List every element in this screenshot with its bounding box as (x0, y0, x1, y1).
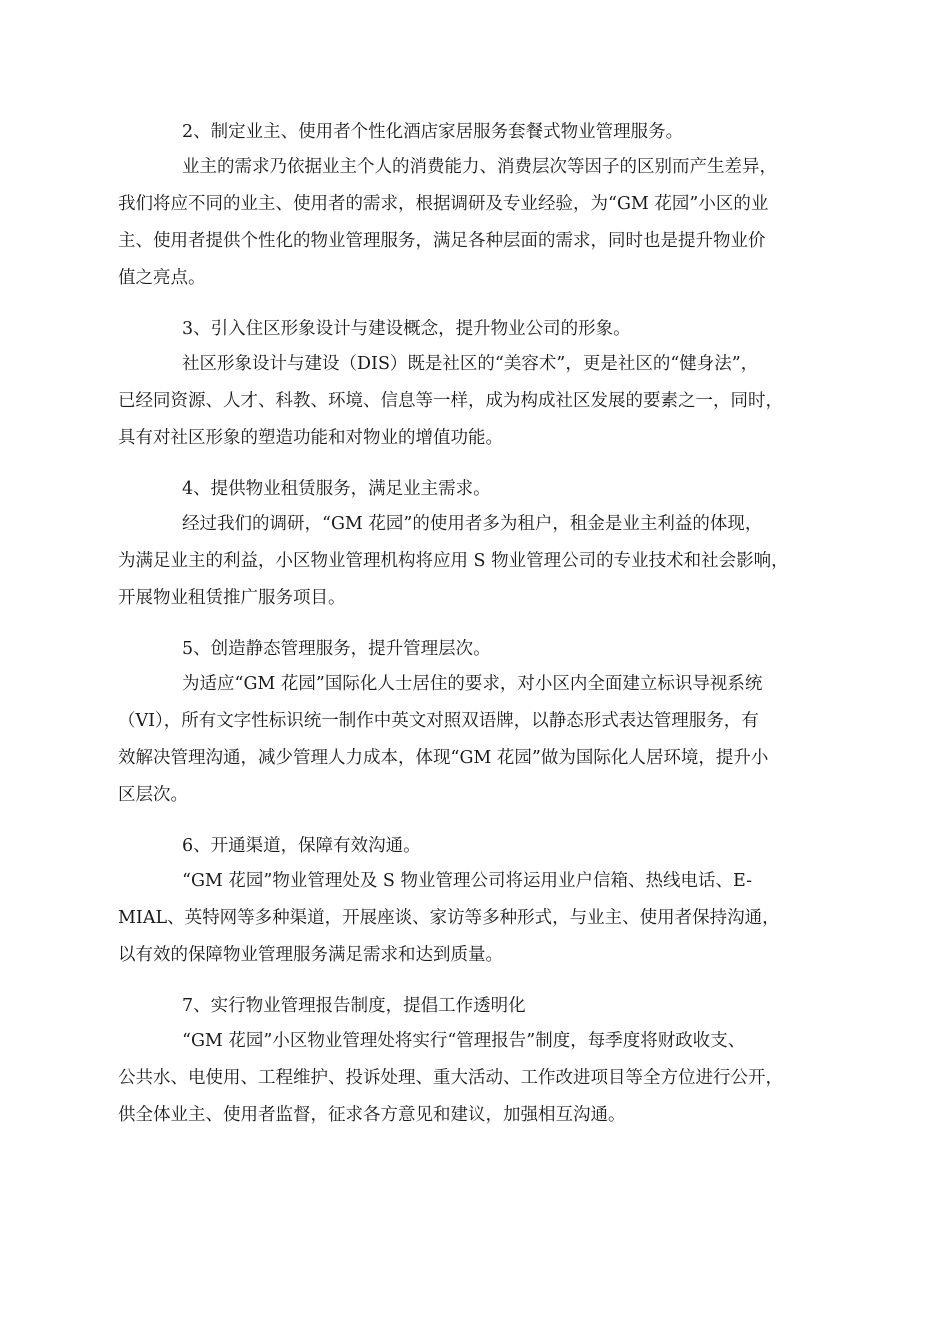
paragraph-line: 已经同资源、人才、科教、环境、信息等一样，成为构成社区发展的要素之一，同时， (118, 391, 783, 411)
paragraph-line: （VI），所有文字性标识统一制作中英文对照双语牌，以静态形式表达管理服务，有 (118, 711, 759, 731)
section-heading: 3、引入住区形象设计与建设概念，提升物业公司的形象。 (182, 319, 631, 339)
paragraph-line: 我们将应不同的业主、使用者的需求，根据调研及专业经验，为“GM 花园”小区的业 (118, 194, 769, 214)
section-heading: 6、开通渠道，保障有效沟通。 (182, 836, 421, 856)
paragraph-line: 为适应“GM 花园”国际化人士居住的要求，对小区内全面建立标识导视系统 (182, 674, 763, 694)
paragraph-line: 供全体业主、使用者监督，征求各方意见和建议，加强相互沟通。 (118, 1105, 626, 1125)
section-4 (118, 475, 834, 612)
paragraph-line: 公共水、电使用、工程维护、投诉处理、重大活动、工作改进项目等全方位进行公开， (118, 1068, 783, 1088)
paragraph-line: MIAL、英特网等多种渠道，开展座谈、家访等多种形式，与业主、使用者保持沟通， (118, 908, 780, 928)
paragraph-line: 经过我们的调研，“GM 花园”的使用者多为租户，租金是业主利益的体现， (182, 514, 763, 534)
paragraph-line: “GM 花园”物业管理处及 S 物业管理公司将运用业户信箱、热线电话、E- (182, 871, 752, 891)
paragraph-line: 值之亮点。 (118, 268, 206, 288)
paragraph-line: 区层次。 (118, 785, 188, 805)
section-3 (118, 315, 834, 452)
section-2 (118, 118, 834, 292)
section-7 (118, 992, 834, 1129)
section-heading: 4、提供物业租赁服务，满足业主需求。 (182, 479, 491, 499)
document-page (118, 118, 834, 1152)
section-heading: 5、创造静态管理服务，提升管理层次。 (182, 639, 491, 659)
paragraph-line: 主、使用者提供个性化的物业管理服务，满足各种层面的需求，同时也是提升物业价 (118, 231, 766, 251)
paragraph-line: 社区形象设计与建设（DIS）既是社区的“美容术”，更是社区的“健身法”， (182, 354, 759, 374)
paragraph-line: 开展物业租赁推广服务项目。 (118, 588, 346, 608)
paragraph-line: 为满足业主的利益，小区物业管理机构将应用 S 物业管理公司的专业技术和社会影响， (118, 551, 789, 571)
section-5 (118, 635, 834, 809)
section-6 (118, 832, 834, 969)
paragraph-line: “GM 花园”小区物业管理处将实行“管理报告”制度，每季度将财政收支、 (182, 1031, 746, 1051)
section-heading: 2、制定业主、使用者个性化酒店家居服务套餐式物业管理服务。 (182, 122, 684, 142)
paragraph-line: 效解决管理沟通，减少管理人力成本，体现“GM 花园”做为国际化人居环境，提升小 (118, 748, 769, 768)
section-heading: 7、实行物业管理报告制度，提倡工作透明化 (182, 996, 526, 1016)
paragraph-line: 以有效的保障物业管理服务满足需求和达到质量。 (118, 945, 503, 965)
paragraph-line: 具有对社区形象的塑造功能和对物业的增值功能。 (118, 428, 503, 448)
paragraph-line: 业主的需求乃依据业主个人的消费能力、消费层次等因子的区别而产生差异， (182, 157, 777, 177)
